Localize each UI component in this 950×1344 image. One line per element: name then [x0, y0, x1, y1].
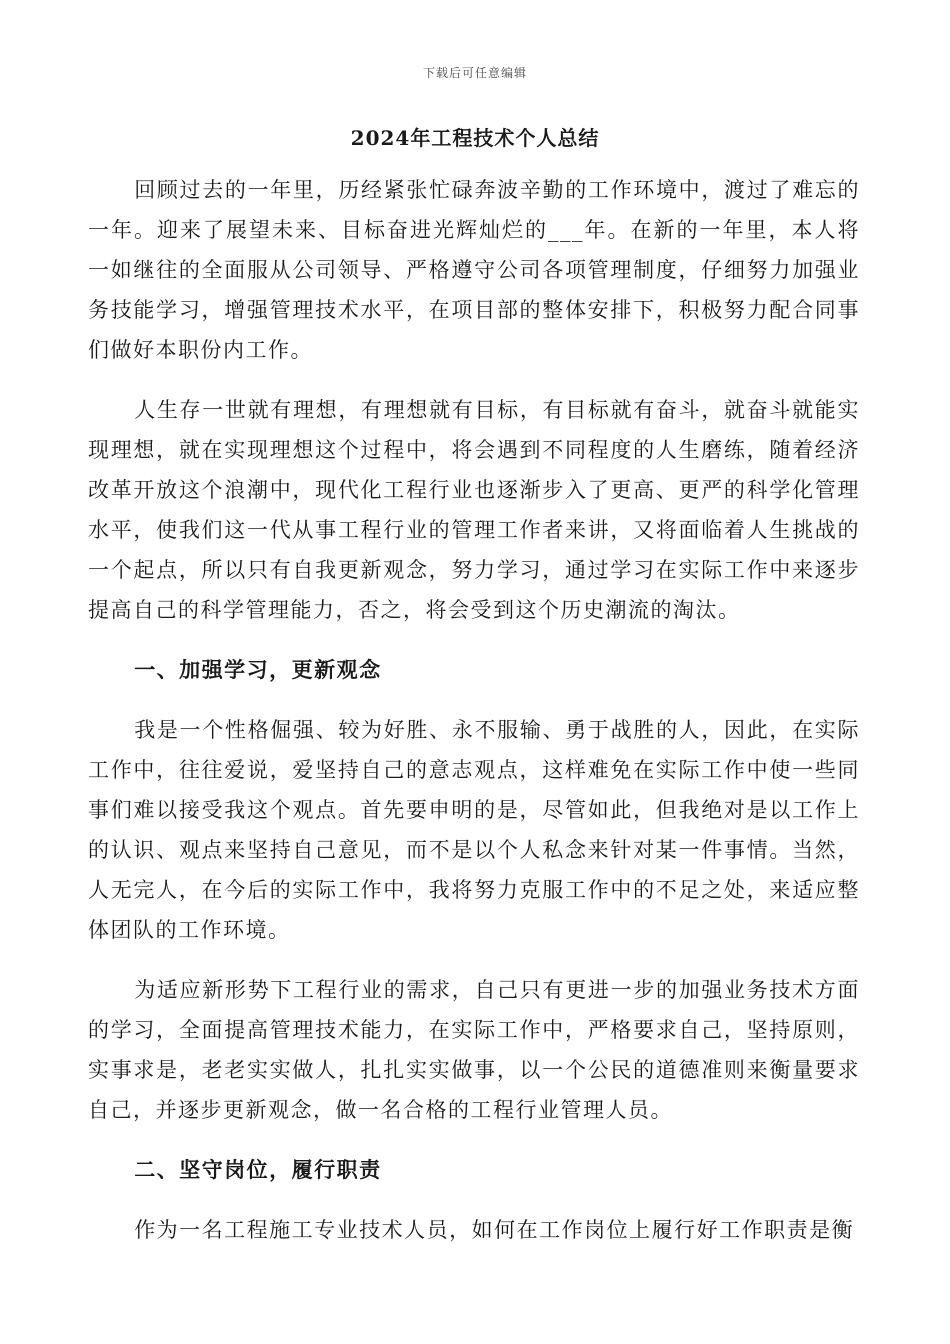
section-heading-1: 一、加强学习，更新观念	[134, 657, 382, 682]
header-note: 下载后可任意编辑	[422, 66, 527, 80]
paragraph-learning: 为适应新形势下工程行业的需求，自己只有更进一步的加强业务技术方面的学习，全面提高管理技术能力，在实际工作中，严格要求自己，坚持原则，实事求是，老老实实做人，扎扎实实做事，以一个公民的道德准则来衡量要求自己，并逐步更新观念，做一名合格的工程行业管理人员。	[88, 978, 860, 1122]
paragraph-ideals: 人生存一世就有理想，有理想就有目标，有目标就有奋斗，就奋斗就能实现理想，就在实现理想这个过程中，将会遇到不同程度的人生磨练，随着经济改革开放这个浪潮中，现代化工程行业也逐渐步入了更高、更严的科学化管理水平，使我们这一代从事工程行业的管理工作者来讲，又将面临着人生挑战的一个起点，所以只有自我更新观念，努力学习，通过学习在实际工作中来逐步提高自己的科学管理能力，否之，将会受到这个历史潮流的淘汰。	[88, 398, 860, 622]
paragraph-duties: 作为一名工程施工专业技术人员，如何在工作岗位上履行好工作职责是衡	[134, 1218, 855, 1242]
document-title: 2024年工程技术个人总结	[350, 126, 600, 150]
paragraph-intro: 回顾过去的一年里，历经紧张忙碌奔波辛勤的工作环境中，渡过了难忘的一年。迎来了展望未来、目标奋进光辉灿烂的___年。在新的一年里，本人将一如继往的全面服从公司领导、严格遵守公司各项管理制度，仔细努力加强业务技能学习，增强管理技术水平，在项目部的整体安排下，积极努力配合同事们做好本职份内工作。	[88, 178, 860, 362]
section-heading-2: 二、坚守岗位，履行职责	[134, 1157, 382, 1182]
document-body	[88, 170, 860, 1270]
paragraph-personality: 我是一个性格倔强、较为好胜、永不服输、勇于战胜的人，因此，在实际工作中，往往爱说，爱坚持自己的意志观点，这样难免在实际工作中使一些同事们难以接受我这个观点。首先要申明的是，尽管如此，但我绝对是以工作上的认识、观点来坚持自己意见，而不是以个人私念来针对某一件事情。当然，人无完人，在今后的实际工作中，我将努力克服工作中的不足之处，来适应整体团队的工作环境。	[88, 718, 860, 942]
